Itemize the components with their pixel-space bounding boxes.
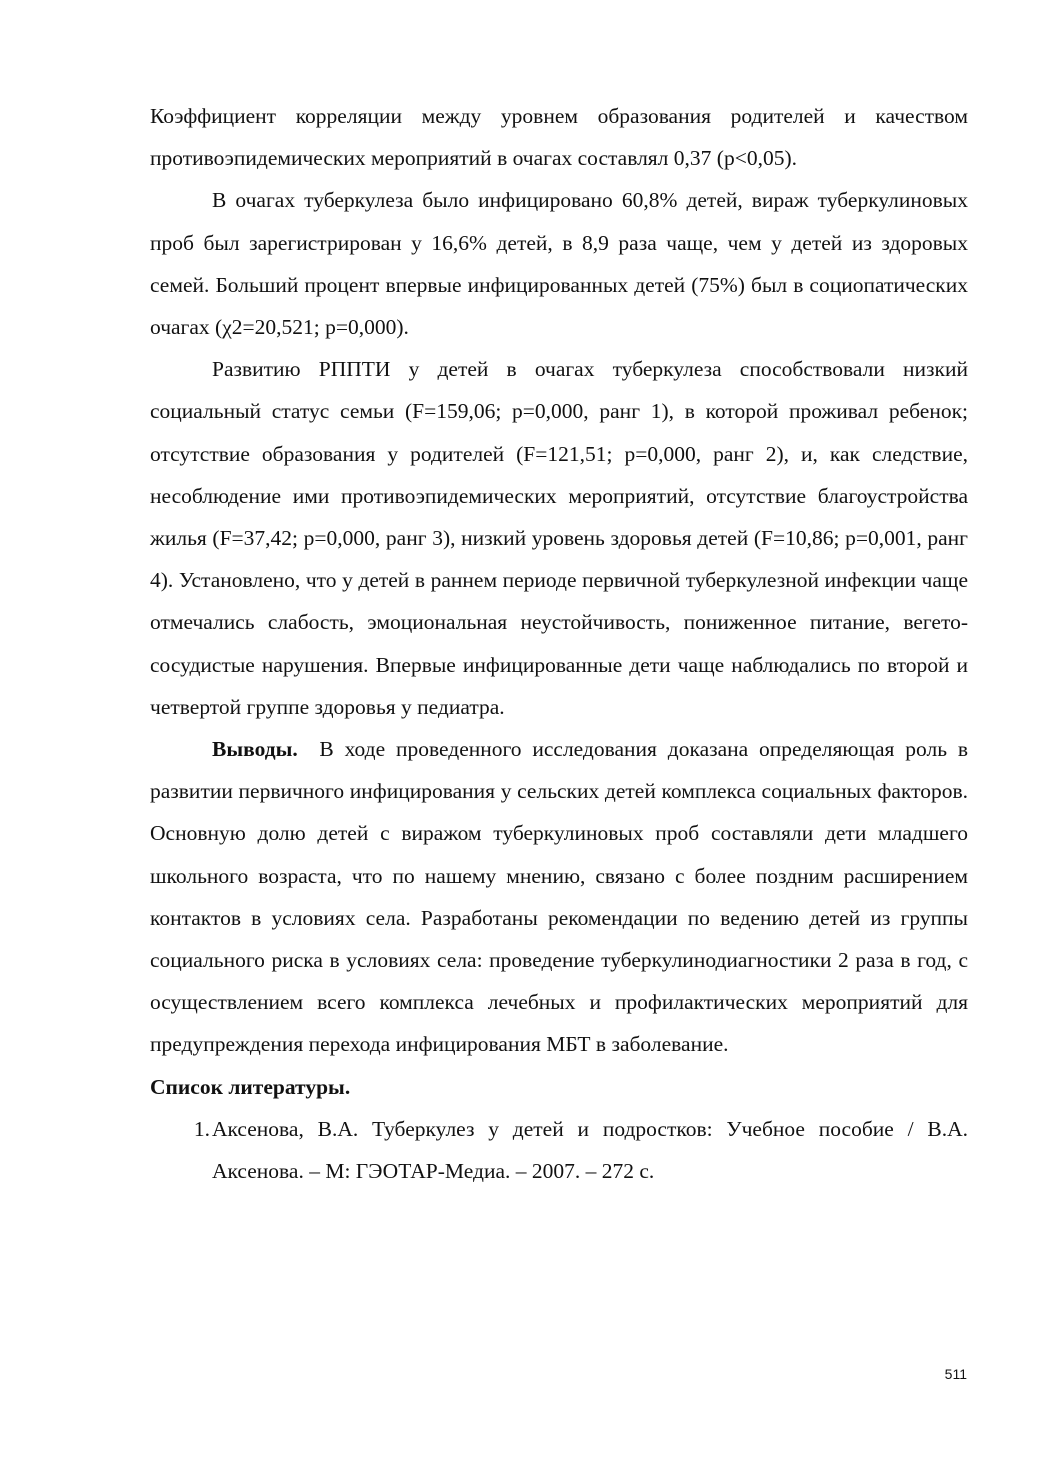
page-number: 511 bbox=[944, 1366, 967, 1382]
reference-item bbox=[150, 1108, 968, 1192]
conclusions-text: В ходе проведенного исследования доказана определяющая роль в развитии первичного инфицирования у сельских детей комплекса социальных факторов. Основную долю детей с виражом туберкулиновых проб составляли дети младшего школьного возраста, что по нашему мнению, связано с более поздним расширением контактов в условиях села. Разработаны рекомендации по ведению детей из группы социального риска в условиях села: проведение туберкулинодиагностики 2 раза в год, с осуществлением всего комплекса лечебных и профилактических мероприятий для предупреждения перехода инфицирования МБТ в заболевание. bbox=[150, 737, 968, 1057]
reference-text: Аксенова, В.А. Туберкулез у детей и подростков: Учебное пособие / В.А. Аксенова. – М: ГЭОТАР-Медиа. – 2007. – 272 с. bbox=[212, 1116, 968, 1184]
references-title: Список литературы. bbox=[150, 1074, 351, 1099]
paragraph-risk-factors: Развитию РППТИ у детей в очагах туберкулеза способствовали низкий социальный статус семьи (F=159,06; р=0,000, ранг 1), в которой проживал ребенок; отсутствие образования у родителей (F=121,51; р=0,000, ранг 2), и, как следствие, несоблюдение ими противоэпидемических мероприятий, отсутствие благоустройства жилья (F=37,42; р=0,000, ранг 3), низкий уровень здоровья детей (F=10,86; р=0,001, ранг 4). Установлено, что у детей в раннем периоде первичной туберкулезной инфекции чаще отмечались слабость, эмоциональная неустойчивость, пониженное питание, вегето-сосудистые нарушения. Впервые инфицированные дети чаще наблюдались по второй и четвертой группе здоровья у педиатра. bbox=[150, 357, 968, 719]
paragraph-infection-rates: В очагах туберкулеза было инфицировано 60,8% детей, вираж туберкулиновых проб был зарегистрирован у 16,6% детей, в 8,9 раза чаще, чем у детей из здоровых семей. Больший процент впервые инфицированных детей (75%) был в социопатических очагах (χ2=20,521; р=0,000). bbox=[150, 188, 968, 340]
reference-number: 1. bbox=[193, 1116, 210, 1141]
paragraph-conclusions bbox=[150, 728, 968, 1066]
document-page bbox=[150, 95, 968, 1192]
paragraph-correlation: Коэффициент корреляции между уровнем образования родителей и качеством противоэпидемических мероприятий в очагах составлял 0,37 (р<0,05). bbox=[150, 104, 968, 171]
references-list bbox=[150, 1108, 968, 1192]
conclusions-heading: Выводы. bbox=[212, 737, 298, 762]
